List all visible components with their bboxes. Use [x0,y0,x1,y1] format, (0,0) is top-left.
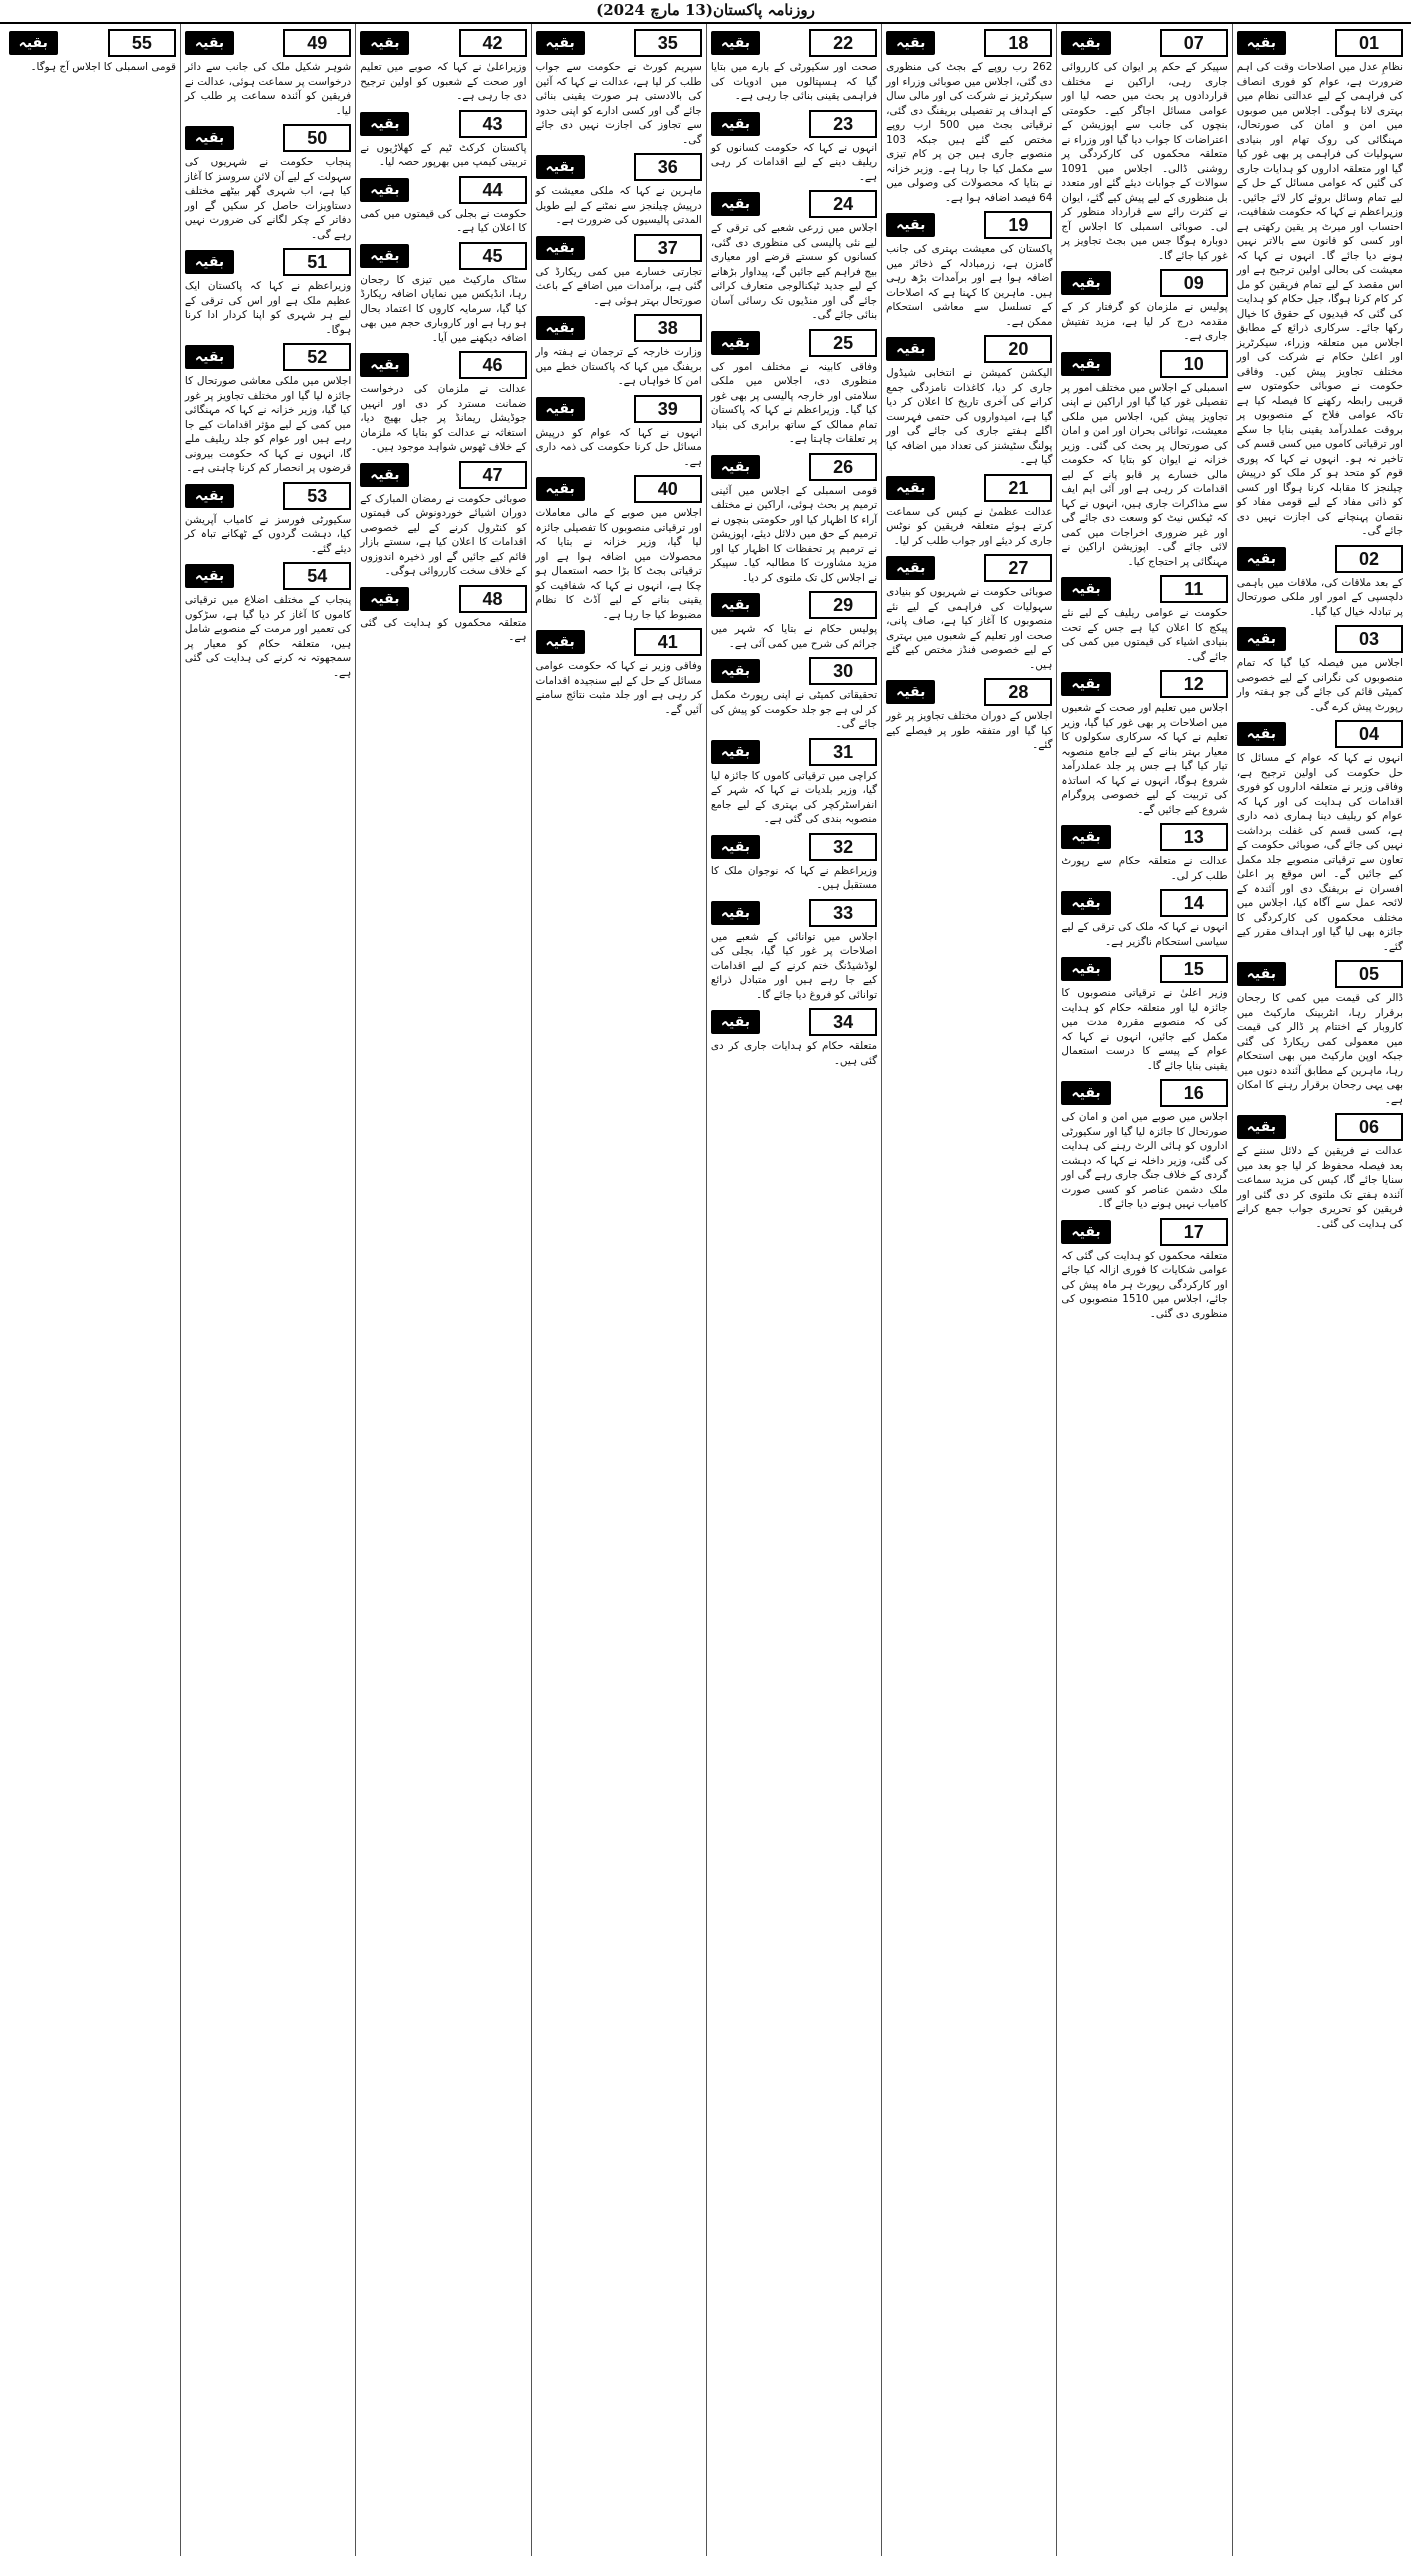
continuation-text: اجلاس میں توانائی کے شعبے میں اصلاحات پر غور کیا گیا، بجلی کی لوڈشیڈنگ ختم کرنے کے لیے اقدامات کیے جا رہے ہیں اور متبادل ذرائع توانائی کو فروغ دیا جائے گا۔ [710,930,878,1001]
continuation-number: 19 [984,211,1052,239]
continuation-number: 42 [459,29,527,57]
bakiya-label: بقیہ [536,630,585,654]
continuation-number: 18 [984,29,1052,57]
bakiya-label: بقیہ [886,31,935,55]
continuation-number: 11 [1160,575,1228,603]
continuation-number: 24 [809,190,877,218]
column-2 [1056,24,1231,2556]
continuation-header [360,242,526,270]
continuation-block [711,110,877,185]
column-7 [180,24,355,2556]
bakiya-label: بقیہ [1061,352,1110,376]
continuation-block [536,395,702,470]
continuation-block [1061,670,1227,817]
continuation-block [1061,575,1227,664]
bakiya-label: بقیہ [1061,891,1110,915]
bakiya-label: بقیہ [886,556,935,580]
continuation-block [360,585,526,645]
continuation-number: 05 [1335,960,1403,988]
continuation-number: 35 [634,29,702,57]
continuation-block [711,738,877,827]
continuation-header [1237,1113,1403,1141]
continuation-text: پاکستان کی معیشت بہتری کی جانب گامزن ہے، زرمبادلہ کے ذخائر میں اضافہ ہوا ہے اور برآمدات بڑھ رہی ہیں۔ ماہرین کا کہنا ہے کہ اصلاحات کے تسلسل سے معاشی استحکام ممکن ہے۔ [886,243,1053,328]
bakiya-label: بقیہ [711,31,760,55]
continuation-number: 44 [459,176,527,204]
continuation-block [711,833,877,893]
continuation-text: پنجاب حکومت نے شہریوں کی سہولت کے لیے آن لائن سروسز کا آغاز کیا ہے، اب شہری گھر بیٹھے مختلف دستاویزات حاصل کر سکیں گے اور دفاتر کے چکر لگانے کی ضرورت نہیں رہے گی۔ [184,156,352,241]
bakiya-label: بقیہ [360,463,409,487]
continuation-text: عدالت نے متعلقہ حکام سے رپورٹ طلب کر لی۔ [1061,855,1228,882]
column-5 [531,24,706,2556]
continuation-block [536,153,702,228]
continuation-header [1061,29,1227,57]
masthead: روزنامہ پاکستان(13 مارچ 2024) [0,0,1411,24]
continuation-block [711,329,877,447]
continuation-block [1237,720,1403,954]
bakiya-label: بقیہ [1237,547,1286,571]
continuation-block [711,591,877,651]
continuation-block [360,29,526,104]
continuation-header [1237,29,1403,57]
continuation-text: سپریم کورٹ نے حکومت سے جواب طلب کر لیا ہے، عدالت نے کہا کہ آئین کی بالادستی ہر صورت یقینی بنائی جائے گی اور کسی ادارے کو اپنی حدود سے تجاوز کی اجازت نہیں دی جائے گی۔ [535,61,702,146]
continuation-text: صوبائی حکومت نے شہریوں کو بنیادی سہولیات کی فراہمی کے لیے نئے منصوبوں کا آغاز کیا ہے، صاف پانی، صحت اور تعلیم کے شعبوں میں بہتری کے لیے خصوصی فنڈز مختص کیے گئے ہیں۔ [886,586,1053,671]
continuation-number: 43 [459,110,527,138]
continuation-header [185,562,351,590]
continuation-header [711,329,877,357]
continuation-block [185,562,351,680]
continuation-block [185,124,351,242]
bakiya-label: بقیہ [536,397,585,421]
continuation-block [1237,29,1403,539]
continuation-text: تحقیقاتی کمیٹی نے اپنی رپورٹ مکمل کر لی ہے جو جلد حکومت کو پیش کی جائے گی۔ [710,689,878,730]
continuation-text: اجلاس میں ملکی معاشی صورتحال کا جائزہ لیا گیا اور مختلف تجاویز پر غور کیا گیا، وزیر خزانہ نے کہا کہ مہنگائی میں کمی کے لیے مؤثر اقدامات کیے جا رہے ہیں اور عوام کو جلد ریلیف ملے گا، انہوں نے کہا کہ حکومت بیرونی قرضوں پر انحصار کم کرنا چاہتی ہے۔ [184,375,352,474]
continuation-block [360,461,526,579]
continuation-number: 50 [283,124,351,152]
bakiya-label: بقیہ [886,476,935,500]
continuation-number: 37 [634,234,702,262]
bakiya-label: بقیہ [1061,577,1110,601]
continuation-number: 29 [809,591,877,619]
continuation-block [886,335,1052,468]
continuation-header [1061,955,1227,983]
continuation-header [1061,350,1227,378]
bakiya-label: بقیہ [185,250,234,274]
continuation-text: وزیراعظم نے کہا کہ پاکستان ایک عظیم ملک ہے اور اس کی ترقی کے لیے ہر شہری کو اپنا کردار ادا کرنا ہوگا۔ [184,280,352,336]
continuation-number: 40 [634,475,702,503]
column-8 [5,24,180,2556]
continuation-header [360,461,526,489]
bakiya-label: بقیہ [1061,271,1110,295]
continuation-header [1237,545,1403,573]
bakiya-label: بقیہ [536,477,585,501]
continuation-header [360,176,526,204]
bakiya-label: بقیہ [711,1010,760,1034]
continuation-text: سکیورٹی فورسز نے کامیاب آپریشن کیا، دہشت گردوں کے ٹھکانے تباہ کر دیئے گئے۔ [184,513,352,555]
continuation-block [711,29,877,104]
continuation-block [711,899,877,1003]
continuation-header [1061,889,1227,917]
continuation-header [360,351,526,379]
continuation-number: 49 [283,29,351,57]
continuation-block [185,343,351,476]
continuation-text: شوہر شکیل ملک کی جانب سے دائر درخواست پر سماعت ہوئی، عدالت نے فریقین کو آئندہ سماعت پر طلب کر لیا۔ [184,61,352,117]
continuation-block [711,453,877,586]
bakiya-label: بقیہ [536,155,585,179]
bakiya-label: بقیہ [886,680,935,704]
continuation-number: 46 [459,351,527,379]
continuation-header [886,211,1052,239]
continuation-number: 28 [984,678,1052,706]
continuation-text: پنجاب کے مختلف اضلاع میں ترقیاتی کاموں کا آغاز کر دیا گیا ہے، سڑکوں کی تعمیر اور مرمت کے منصوبے شامل ہیں، متعلقہ حکام کو معیار پر سمجھوتہ نہ کرنے کی ہدایت کی گئی ہے۔ [184,594,352,679]
continuation-header [886,678,1052,706]
continuation-header [711,738,877,766]
continuation-text: انہوں نے کہا کہ ملک کی ترقی کے لیے سیاسی استحکام ناگزیر ہے۔ [1061,921,1228,948]
continuation-number: 36 [634,153,702,181]
continuation-number: 52 [283,343,351,371]
bakiya-label: بقیہ [536,236,585,260]
continuation-text: اجلاس میں فیصلہ کیا گیا کہ تمام منصوبوں کی نگرانی کے لیے خصوصی کمیٹی قائم کی جائے گی جو ہفتہ وار رپورٹ پیش کرے گی۔ [1236,657,1403,713]
continuation-number: 22 [809,29,877,57]
continuation-text: 262 رب روپے کے بجٹ کی منظوری دی گئی، اجلاس میں صوبائی وزراء اور سیکرٹریز نے شرکت کی اور مالی سال کے اہداف پر تفصیلی بریفنگ دی گئی، ترقیاتی بجٹ میں 500 ارب روپے مختص کیے گئے ہیں جبکہ 103 منصوبے جاری ہیں جن پر کام تیزی سے مکمل کیا جا رہا ہے۔ وزیر خزانہ نے بتایا کہ محصولات کی وصولی میں 64 فیصد اضافہ ہوا ہے۔ [886,61,1053,204]
continuation-number: 27 [984,554,1052,582]
continuation-number: 26 [809,453,877,481]
column-4 [706,24,881,2556]
continuation-header [536,153,702,181]
continuation-block [360,242,526,346]
continuation-header [360,110,526,138]
continuation-text: وفاقی کابینہ نے مختلف امور کی منظوری دی، اجلاس میں ملکی سلامتی اور خارجہ پالیسی پر بھی غور کیا گیا۔ وزیراعظم نے کہا کہ پاکستان تمام ممالک کے ساتھ برابری کی بنیاد پر تعلقات چاہتا ہے۔ [710,360,878,445]
continuation-header [536,234,702,262]
continuation-text: ماہرین نے کہا کہ ملکی معیشت کو درپیش چیلنجز سے نمٹنے کے لیے طویل المدتی پالیسیوں کی ضرورت ہے۔ [535,185,702,226]
continuation-header [185,29,351,57]
continuation-header [1237,625,1403,653]
bakiya-label: بقیہ [711,659,760,683]
continuation-number: 13 [1160,823,1228,851]
continuation-text: سٹاک مارکیٹ میں تیزی کا رجحان رہا، انڈیکس میں نمایاں اضافہ ریکارڈ کیا گیا، سرمایہ کاروں کا اعتماد بحال ہو رہا ہے اور کاروباری حجم میں بھی اضافہ دیکھنے میں آیا۔ [360,273,527,344]
bakiya-label: بقیہ [711,192,760,216]
continuation-number: 33 [809,899,877,927]
continuation-number: 04 [1335,720,1403,748]
bakiya-label: بقیہ [1237,722,1286,746]
continuation-number: 38 [634,314,702,342]
continuation-number: 01 [1335,29,1403,57]
bakiya-label: بقیہ [185,564,234,588]
continuation-number: 15 [1160,955,1228,983]
continuation-number: 34 [809,1008,877,1036]
continuation-text: عدالت عظمیٰ نے کیس کی سماعت کرتے ہوئے متعلقہ فریقین کو نوٹس جاری کر دیئے اور جواب طلب کر لیا۔ [886,505,1053,547]
continuation-block [360,176,526,236]
continuation-number: 23 [809,110,877,138]
continuation-block [1061,350,1227,570]
continuation-number: 12 [1160,670,1228,698]
continuation-number: 14 [1160,889,1228,917]
continuation-number: 16 [1160,1079,1228,1107]
continuation-header [185,343,351,371]
bakiya-label: بقیہ [536,31,585,55]
continuation-header [1061,575,1227,603]
continuation-header [536,628,702,656]
continuation-text: اجلاس میں صوبے میں امن و امان کی صورتحال کا جائزہ لیا گیا اور سکیورٹی اداروں کو ہائی الرٹ رہنے کی ہدایت کی گئی، وزیر داخلہ نے کہا کہ دہشت گردی کے خلاف جنگ جاری رہے گی اور ملک دشمن عناصر کو کسی صورت کامیاب نہیں ہونے دیا جائے گا۔ [1061,1111,1228,1210]
bakiya-label: بقیہ [1061,825,1110,849]
continuation-text: وزارت خارجہ کے ترجمان نے ہفتہ وار بریفنگ میں کہا کہ پاکستان خطے میں امن کا خواہاں ہے۔ [535,346,702,387]
continuation-block [1237,960,1403,1107]
continuation-text: انہوں نے کہا کہ عوام کے مسائل کا حل حکومت کی اولین ترجیح ہے، وفاقی وزیر نے متعلقہ اداروں کو فوری اقدامات کی ہدایت کی اور کہا کہ عوام کو ریلیف دینا ہماری ذمہ داری ہے، کسی قسم کی غفلت برداشت نہیں کی جائے گی، صوبائی حکومت کے تعاون سے ترقیاتی منصوبے جلد مکمل کیے جائیں گے۔ اس موقع پر اعلیٰ افسران نے بریفنگ دی اور آئندہ کے لائحہ عمل سے آگاہ کیا، اجلاس میں مختلف محکموں کی کارکردگی کا جائزہ بھی لیا گیا اور اہداف مقرر کیے گئے۔ [1236,752,1403,953]
continuation-block [185,248,351,337]
continuation-number: 25 [809,329,877,357]
bakiya-label: بقیہ [711,112,760,136]
column-3 [881,24,1056,2556]
continuation-text: قومی اسمبلی کے اجلاس میں آئینی ترمیم پر بحث ہوئی، اراکین نے مختلف آراء کا اظہار کیا اور حکومتی بنچوں نے ترمیم کے حق میں دلائل دیئے، اپوزیشن نے ترمیم پر تحفظات کا اظہار کیا اور مزید مشاورت کا مطالبہ کیا۔ سپیکر نے اجلاس کل تک ملتوی کر دیا۔ [710,484,878,584]
continuation-number: 48 [459,585,527,613]
bakiya-label: بقیہ [711,901,760,925]
bakiya-label: بقیہ [360,178,409,202]
continuation-block [536,314,702,389]
newspaper-page [4,24,1407,2556]
continuation-text: پاکستان کرکٹ ٹیم کے کھلاڑیوں نے تربیتی کیمپ میں بھرپور حصہ لیا۔ [360,141,527,168]
bakiya-label: بقیہ [185,31,234,55]
continuation-text: عدالت نے ملزمان کی درخواست ضمانت مسترد کر دی اور انہیں جوڈیشل ریمانڈ پر جیل بھیج دیا، استغاثہ نے عدالت کو بتایا کہ ملزمان کے خلاف ٹھوس شواہد موجود ہیں۔ [360,383,527,453]
continuation-text: وزیراعلیٰ نے کہا کہ صوبے میں تعلیم اور صحت کے شعبوں کو اولین ترجیح دی جا رہی ہے۔ [360,61,527,102]
continuation-block [185,482,351,557]
continuation-number: 51 [283,248,351,276]
continuation-number: 32 [809,833,877,861]
continuation-text: صوبائی حکومت نے رمضان المبارک کے دوران اشیائے خوردونوش کی قیمتوں کو کنٹرول کرنے کے لیے خصوصی اقدامات کا اعلان کیا ہے، سستے بازار قائم کیے جائیں گے اور ذخیرہ اندوزوں کے خلاف سخت کارروائی ہوگی۔ [360,492,527,577]
bakiya-label: بقیہ [360,31,409,55]
continuation-text: ڈالر کی قیمت میں کمی کا رجحان برقرار رہا، انٹربینک مارکیٹ میں کاروبار کے اختتام پر ڈالر کی قیمت میں معمولی کمی ریکارڈ کی گئی جبکہ اوپن مارکیٹ میں بھی استحکام رہا، ماہرین کے مطابق آئندہ دنوں میں بھی یہی رجحان برقرار رہنے کا امکان ہے۔ [1236,992,1403,1106]
bakiya-label: بقیہ [360,587,409,611]
continuation-number: 03 [1335,625,1403,653]
continuation-number: 31 [809,738,877,766]
continuation-number: 47 [459,461,527,489]
continuation-number: 53 [283,482,351,510]
column-1 [1232,24,1407,2556]
continuation-block [536,475,702,622]
continuation-block [711,657,877,732]
bakiya-label: بقیہ [711,593,760,617]
bakiya-label: بقیہ [886,337,935,361]
column-6 [355,24,530,2556]
continuation-header [536,395,702,423]
continuation-header [711,1008,877,1036]
bakiya-label: بقیہ [1237,31,1286,55]
bakiya-label: بقیہ [1061,31,1110,55]
continuation-number: 21 [984,474,1052,502]
continuation-block [360,351,526,455]
continuation-header [711,110,877,138]
bakiya-label: بقیہ [711,455,760,479]
continuation-block [711,1008,877,1068]
continuation-text: متعلقہ محکموں کو ہدایت کی گئی کہ عوامی شکایات کا فوری ازالہ کیا جائے اور کارکردگی رپورٹ ہر ماہ پیش کی جائے، اجلاس میں 1510 منصوبوں کی منظوری دی گئی۔ [1061,1249,1228,1320]
continuation-block [886,211,1052,329]
continuation-block [536,29,702,147]
continuation-text: پولیس نے ملزمان کو گرفتار کر کے مقدمہ درج کر لیا ہے، مزید تفتیش جاری ہے۔ [1061,301,1228,342]
continuation-header [1237,960,1403,988]
continuation-number: 54 [283,562,351,590]
continuation-number: 20 [984,335,1052,363]
continuation-text: اجلاس میں زرعی شعبے کی ترقی کے لیے نئی پالیسی کی منظوری دی گئی، کسانوں کو سستے قرضے اور معیاری بیج فراہم کیے جائیں گے، پیداوار بڑھانے کے لیے جدید ٹیکنالوجی متعارف کرائی جائے گی اور منڈیوں تک رسائی آسان بنائی جائے گی۔ [710,222,878,321]
continuation-block [9,29,176,75]
continuation-text: انہوں نے کہا کہ عوام کو درپیش مسائل حل کرنا حکومت کی ذمہ داری ہے۔ [535,426,702,468]
continuation-block [886,474,1052,549]
continuation-header [711,833,877,861]
continuation-header [1061,670,1227,698]
bakiya-label: بقیہ [886,213,935,237]
bakiya-label: بقیہ [711,331,760,355]
bakiya-label: بقیہ [9,31,58,55]
continuation-block [1061,1079,1227,1212]
bakiya-label: بقیہ [1061,1081,1110,1105]
bakiya-label: بقیہ [360,244,409,268]
continuation-text: اجلاس کے دوران مختلف تجاویز پر غور کیا گیا اور متفقہ طور پر فیصلے کیے گئے۔ [886,710,1053,751]
continuation-number: 07 [1160,29,1228,57]
continuation-header [886,474,1052,502]
continuation-text: اجلاس میں تعلیم اور صحت کے شعبوں میں اصلاحات پر بھی غور کیا گیا، وزیر تعلیم نے کہا کہ سرکاری سکولوں کا معیار بہتر بنانے کے لیے جامع منصوبہ تیار کیا گیا ہے جس پر جلد عملدرآمد شروع ہوگا، انہوں نے کہا کہ اساتذہ کی تربیت کے لیے خصوصی پروگرام شروع کیے جائیں گے۔ [1061,702,1228,816]
continuation-block [360,110,526,170]
continuation-header [536,314,702,342]
continuation-header [1061,269,1227,297]
bakiya-label: بقیہ [1237,962,1286,986]
continuation-text: پولیس حکام نے بتایا کہ شہر میں جرائم کی شرح میں کمی آئی ہے۔ [710,623,878,650]
bakiya-label: بقیہ [185,484,234,508]
continuation-header [711,190,877,218]
bakiya-label: بقیہ [360,112,409,136]
continuation-header [185,124,351,152]
continuation-header [360,585,526,613]
continuation-block [886,678,1052,753]
bakiya-label: بقیہ [1237,627,1286,651]
continuation-header [711,899,877,927]
continuation-text: سپیکر کے حکم پر ایوان کی کارروائی جاری رہی، اراکین نے مختلف قراردادوں پر بحث میں حصہ لیا اور عوامی مسائل اجاگر کیے۔ حکومتی بنچوں کی جانب سے اپوزیشن کے اعتراضات کا جواب دیا گیا اور وزراء نے متعلقہ محکموں کی کارکردگی پر روشنی ڈالی۔ اجلاس میں 1091 سوالات کے جوابات دیئے گئے اور متعدد بل منظوری کے لیے پیش کیے گئے، ایوان نے کثرت رائے سے قرارداد منظور کر لی۔ صوبائی اسمبلی کا اجلاس آج دوبارہ ہوگا جس میں بجٹ تجاویز پر غور کیا جائے گا۔ [1061,61,1228,262]
continuation-header [711,29,877,57]
bakiya-label: بقیہ [711,740,760,764]
continuation-text: حکومت نے عوامی ریلیف کے لیے نئے پیکج کا اعلان کیا ہے جس کے تحت بنیادی اشیاء کی قیمتوں میں کمی کی جائے گی۔ [1061,607,1228,663]
continuation-number: 30 [809,657,877,685]
continuation-block [886,29,1052,205]
continuation-header [1061,1079,1227,1107]
continuation-number: 09 [1160,269,1228,297]
continuation-header [1061,823,1227,851]
continuation-text: وزیراعظم نے کہا کہ نوجوان ملک کا مستقبل ہیں۔ [710,864,878,891]
bakiya-label: بقیہ [185,126,234,150]
continuation-header [711,453,877,481]
continuation-text: انہوں نے کہا کہ حکومت کسانوں کو ریلیف دینے کے لیے اقدامات کر رہی ہے۔ [710,141,878,183]
continuation-number: 02 [1335,545,1403,573]
bakiya-label: بقیہ [185,345,234,369]
continuation-block [1061,955,1227,1073]
continuation-header [886,335,1052,363]
continuation-block [1237,545,1403,620]
continuation-block [886,554,1052,672]
bakiya-label: بقیہ [1061,1220,1110,1244]
continuation-header [536,475,702,503]
continuation-number: 55 [108,29,176,57]
continuation-header [185,248,351,276]
continuation-block [1061,1218,1227,1322]
continuation-text: نظامِ عدل میں اصلاحات وقت کی اہم ضرورت ہے، عوام کو فوری انصاف کی فراہمی کے لیے عدالتی نظام میں بہتری لانا ہوگی۔ اجلاس میں صوبوں میں امن و امان کی صورتحال، مہنگائی کی روک تھام اور بنیادی سہولیات کی فراہمی پر بھی غور کیا گیا اور متعلقہ اداروں کو ہدایات جاری کی گئیں کہ عوامی مسائل کے حل کے لیے تمام وسائل بروئے کار لائے جائیں۔ وزیراعظم نے کہا کہ حکومت شفافیت، احتساب اور میرٹ پر یقین رکھتی ہے اور کسی کو قانون سے بالاتر نہیں ہونے دیا جائے گا۔ انہوں نے کہا کہ معیشت کی بحالی اولین ترجیح ہے اور اس مقصد کے لیے تمام فریقین کو مل کر کام کرنا ہوگا، جیل حکام کو ہدایت کی گئی کہ قیدیوں کے حقوق کا خیال رکھا جائے۔ سرکاری ذرائع کے مطابق اجلاس میں متعلقہ وزراء، سیکرٹریز اور اعلیٰ حکام نے شرکت کی اور مختلف تجاویز پیش کیں۔ وفاقی حکومت نے صوبائی حکومتوں سے قریبی رابطہ رکھنے کا فیصلہ کیا ہے تاکہ عوامی فلاح کے منصوبوں پر بروقت عملدرآمد یقینی بنایا جا سکے اور ترقیاتی کاموں میں کسی قسم کی تاخیر نہ ہو۔ انہوں نے کہا کہ پوری قوم کو متحد ہو کر ملک کو درپیش چیلنجز کا مقابلہ کرنا ہوگا اور کسی کو ذاتی مفاد کے لیے قومی مفاد کو نقصان پہنچانے کی اجازت نہیں دی جائے گی۔ [1236,61,1403,537]
continuation-block [536,234,702,309]
continuation-text: حکومت نے بجلی کی قیمتوں میں کمی کا اعلان کیا ہے۔ [360,207,527,234]
continuation-text: عدالت نے فریقین کے دلائل سننے کے بعد فیصلہ محفوظ کر لیا جو بعد میں سنایا جائے گا، کیس کی مزید سماعت آئندہ ہفتے تک ملتوی کر دی گئی اور فریقین کو تحریری جواب جمع کرانے کی ہدایت کی گئی۔ [1236,1145,1403,1230]
continuation-block [1061,889,1227,949]
continuation-header [360,29,526,57]
continuation-block [1061,269,1227,344]
continuation-block [536,628,702,717]
continuation-header [1061,1218,1227,1246]
continuation-block [711,190,877,323]
bakiya-label: بقیہ [1061,957,1110,981]
continuation-text: اسمبلی کے اجلاس میں مختلف امور پر تفصیلی غور کیا گیا اور اراکین نے اپنی تجاویز پیش کیں، اجلاس میں ملکی معیشت، توانائی بحران اور امن و امان کی صورتحال پر بحث کی گئی۔ وزیر خزانہ نے ایوان کو بتایا کہ حکومت مالی خسارے پر قابو پانے کے لیے اقدامات کر رہی ہے اور آئی ایم ایف سے مذاکرات جاری ہیں، انہوں نے کہا کہ ٹیکس نیٹ کو وسعت دی جائے گی اور غیر ضروری اخراجات میں کمی لائی جائے گی۔ اپوزیشن اراکین نے مہنگائی پر احتجاج کیا۔ [1061,381,1228,568]
continuation-block [185,29,351,118]
continuation-number: 41 [634,628,702,656]
continuation-block [1237,1113,1403,1231]
continuation-header [886,29,1052,57]
continuation-text: کے بعد ملاقات کی، ملاقات میں باہمی دلچسپی کے امور اور ملکی صورتحال پر تبادلہ خیال کیا گیا۔ [1236,576,1403,618]
bakiya-label: بقیہ [711,835,760,859]
continuation-block [1061,29,1227,263]
bakiya-label: بقیہ [1237,1115,1286,1139]
continuation-text: وفاقی وزیر نے کہا کہ حکومت عوامی مسائل کے حل کے لیے سنجیدہ اقدامات کر رہی ہے اور جلد مثبت نتائج سامنے آئیں گے۔ [535,660,702,716]
continuation-text: وزیر اعلیٰ نے ترقیاتی منصوبوں کا جائزہ لیا اور متعلقہ حکام کو ہدایت کی کہ منصوبے مقررہ مدت میں مکمل کیے جائیں، انہوں نے کہا کہ عوام کے پیسے کا درست استعمال یقینی بنایا جائے گا۔ [1061,987,1228,1072]
continuation-text: متعلقہ حکام کو ہدایات جاری کر دی گئی ہیں۔ [710,1040,878,1067]
continuation-text: قومی اسمبلی کا اجلاس آج ہوگا۔ [30,61,176,73]
continuation-header [886,554,1052,582]
continuation-block [1237,625,1403,714]
continuation-number: 10 [1160,350,1228,378]
continuation-text: الیکشن کمیشن نے انتخابی شیڈول جاری کر دیا، کاغذات نامزدگی جمع کرانے کی آخری تاریخ کا اعلان کر دیا گیا ہے، امیدواروں کی حتمی فہرست اگلے ہفتے جاری کی جائے گی اور پولنگ سٹیشنز کی تعداد میں اضافہ کیا گیا ہے۔ [886,367,1053,466]
continuation-text: اجلاس میں صوبے کے مالی معاملات اور ترقیاتی منصوبوں کا تفصیلی جائزہ لیا گیا، وزیر خزانہ نے بتایا کہ محصولات میں اضافہ ہوا ہے اور ترقیاتی بجٹ کا بڑا حصہ استعمال ہو چکا ہے، انہوں نے کہا کہ شفافیت کو یقینی بنانے کے لیے آڈٹ کا نظام مضبوط کیا جا رہا ہے۔ [535,507,702,621]
continuation-text: صحت اور سکیورٹی کے بارے میں بتایا گیا کہ ہسپتالوں میں ادویات کی فراہمی یقینی بنائی جا رہی ہے۔ [710,61,878,102]
bakiya-label: بقیہ [360,353,409,377]
continuation-header [711,657,877,685]
continuation-header [1237,720,1403,748]
continuation-number: 45 [459,242,527,270]
continuation-number: 17 [1160,1218,1228,1246]
continuation-number: 39 [634,395,702,423]
continuation-block [1061,823,1227,883]
continuation-header [9,29,176,57]
continuation-header [185,482,351,510]
bakiya-label: بقیہ [536,316,585,340]
continuation-header [711,591,877,619]
continuation-text: کراچی میں ترقیاتی کاموں کا جائزہ لیا گیا، وزیر بلدیات نے کہا کہ شہر کے انفراسٹرکچر کی بہتری کے لیے جامع منصوبہ بندی کی گئی ہے۔ [710,769,878,825]
continuation-header [536,29,702,57]
continuation-text: تجارتی خسارے میں کمی ریکارڈ کی گئی ہے، برآمدات میں اضافے کے باعث صورتحال بہتر ہوئی ہے۔ [535,265,702,307]
continuation-number: 06 [1335,1113,1403,1141]
bakiya-label: بقیہ [1061,672,1110,696]
continuation-text: متعلقہ محکموں کو ہدایت کی گئی ہے۔ [360,616,527,643]
